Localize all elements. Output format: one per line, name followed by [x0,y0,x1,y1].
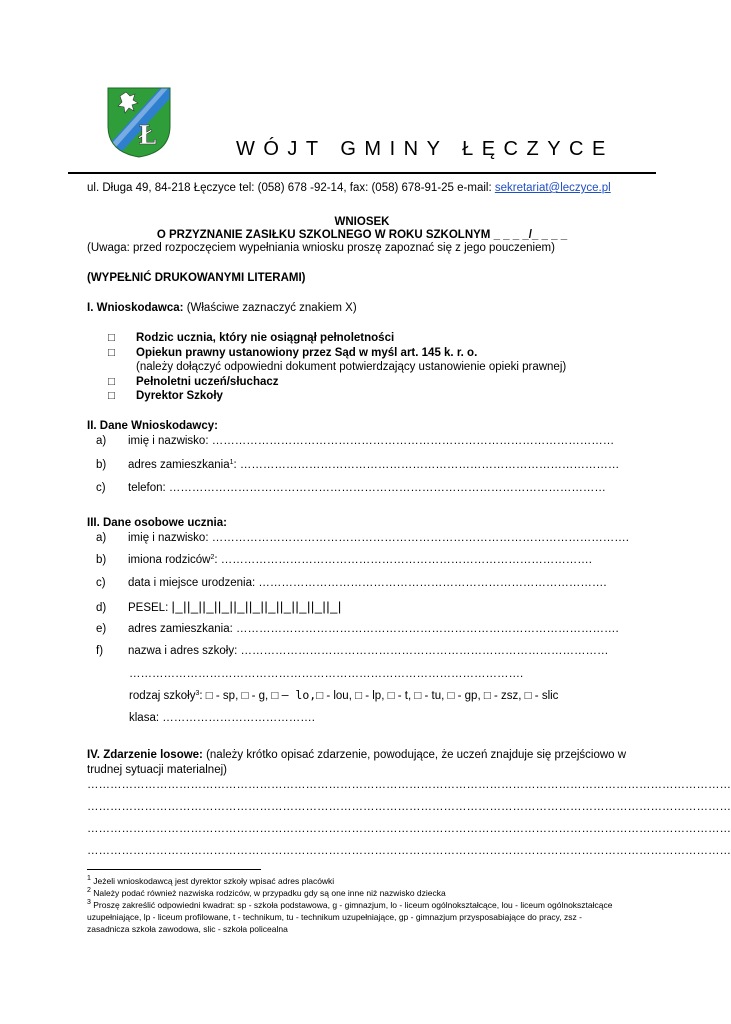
footnote-divider [87,869,261,870]
option-adult-student-checkbox[interactable]: □ [108,376,115,388]
parents-names-field[interactable] [96,554,592,566]
option-parent[interactable] [108,332,394,344]
birth-date-place-field[interactable] [96,577,607,589]
footnote-text: Należy podać również nazwiska rodziców, w przypadku gdy są one inne niż nazwisko dziecka [90,888,446,898]
footnote-2 [87,888,446,898]
school-type-row[interactable] [129,688,558,702]
school-type-option-lo[interactable]: – lo, [281,688,317,702]
option-parent-label: Rodzic ucznia, który nie osiągnął pełnoletności [136,332,395,344]
option-director[interactable] [108,390,223,402]
item-letter: b) [96,459,107,471]
option-guardian[interactable] [108,347,477,359]
parents-names-label: imiona rodziców [128,554,211,566]
caps-instruction: (WYPEŁNIĆ DRUKOWANYMI LITERAMI) [87,272,306,284]
pesel-boxes[interactable]: |_||_||_||_||_||_||_||_||_||_||_| [171,599,342,614]
applicant-address-label: adres zamieszkania [128,459,230,471]
school-type-label: rodzaj szkoły [129,690,196,702]
page-title: WÓJT GMINY ŁĘCZYCE [236,138,614,160]
footnote-number: 1 [87,875,91,882]
student-address-label: adres zamieszkania: ………………………………………………………………………………………. [128,623,619,635]
item-letter: b) [96,554,107,566]
municipality-crest-logo [104,86,174,158]
section-2-heading: II. Dane Wnioskodawcy: [87,420,218,432]
footnote-number: 2 [87,887,91,894]
item-letter: a) [96,435,107,447]
pesel-field[interactable] [96,599,342,614]
svg-text:Ł: Ł [138,121,157,151]
school-name-address-label: nazwa i adres szkoły: …………………………………………………………………………………… [128,645,609,657]
section-3-heading: III. Dane osobowe ucznia: [87,517,227,529]
event-description-line-1[interactable]: …………………………………………………………………………………………………………………………………………………… [87,779,731,791]
event-description-line-3[interactable]: …………………………………………………………………………………………………………………………………………………… [87,823,731,835]
applicant-address-field[interactable] [96,459,619,471]
footnote-ref: 3 [195,690,200,697]
event-description-line-2[interactable]: …………………………………………………………………………………………………………………………………………………… [87,801,731,813]
option-adult-student-label: Pełnoletni uczeń/słuchacz [136,376,279,388]
option-director-label: Dyrektor Szkoły [136,390,223,402]
form-title: WNIOSEK [334,216,390,228]
applicant-name-label: imię i nazwisko: …………………………………………………………………………………………… [128,435,615,447]
footnote-3-cont-2: zasadnicza szkoła zawodowa, slic - szkoła policealna [87,924,288,934]
event-description-line-4[interactable]: …………………………………………………………………………………………………………………………………………………… [87,845,731,857]
school-type-options-b[interactable]: □ - lou, □ - lp, □ - t, □ - tu, □ - gp, □ - zsz, □ - slic [316,690,559,702]
footnote-3 [87,900,612,910]
footnote-text: Jeżeli wnioskodawcą jest dyrektor szkoły wpisać adres placówki [90,876,335,886]
school-name-address-field[interactable] [96,645,609,657]
form-note: (Uwaga: przed rozpoczęciem wypełniania wniosku proszę zapoznać się z jego pouczeniem) [87,242,555,254]
contact-line [87,182,611,194]
applicant-phone-field[interactable] [96,482,606,494]
footnote-number: 3 [87,899,91,906]
school-name-address-continuation[interactable]: …………………………………………………………………………………………. [129,668,524,680]
option-director-checkbox[interactable]: □ [108,390,115,402]
class-field[interactable]: klasa: …………………………………. [129,712,315,724]
option-guardian-label: Opiekun prawny ustanowiony przez Sąd w myśl art. 145 k. r. o. [136,347,478,359]
item-letter: f) [96,645,104,657]
contact-address: ul. Długa 49, 84-218 Łęczyce tel: (058) 678 -92-14, fax: (058) 678-91-25 e-mail: [87,182,495,194]
option-guardian-note: (należy dołączyć odpowiedni dokument potwierdzający ustanowienie opieki prawnej) [136,361,567,373]
header-divider [68,172,656,174]
student-name-label: imię i nazwisko: ………………………………………………………………………………………………. [128,532,629,544]
footnote-text: Proszę zakreślić odpowiedni kwadrat: sp - szkoła podstawowa, g - gimnazjum, lo - liceum ogólnokształcące, lou - liceum ogólnokształcące [90,900,613,910]
section-4-intro [87,749,639,761]
item-letter: d) [96,602,107,614]
item-letter: c) [96,482,106,494]
student-name-field[interactable] [96,532,629,544]
item-letter: c) [96,577,106,589]
section-1-hint: (Właściwe zaznaczyć znakiem X) [183,302,357,314]
email-link[interactable]: sekretariat@leczyce.pl [494,182,611,194]
form-subtitle: O PRZYZNANIE ZASIŁKU SZKOLNEGO W ROKU SZKOLNYM _ _ _ _/_ _ _ _ [156,229,568,241]
section-4-text-a: (należy krótko opisać zdarzenie, powodujące, że uczeń znajduje się przejściowo w [202,749,627,761]
student-address-field[interactable] [96,623,619,635]
section-1-header [87,302,357,314]
school-type-options-a[interactable]: : □ - sp, □ - g, □ [199,690,282,702]
section-4-heading: IV. Zdarzenie losowe: [87,749,203,761]
item-letter: a) [96,532,107,544]
section-4-text-b: trudnej sytuacji materialnej) [87,764,227,776]
footnote-3-cont-1: uzupełniające, lp - liceum profilowane, t - technikum, tu - technikum uzupełniające, gp - gimnazjum przysposabiające do pracy, zsz - [87,912,582,922]
applicant-phone-label: telefon: …………………………………………………………………………………………………… [128,482,606,494]
parents-names-dots: : ……………………………………………………………………………………. [214,554,592,566]
footnote-ref: 2 [210,554,215,561]
option-adult-student[interactable] [108,376,279,388]
pesel-label: PESEL: [128,602,172,614]
footnote-1 [87,876,334,886]
option-parent-checkbox[interactable]: □ [108,332,115,344]
applicant-name-field[interactable] [96,435,614,447]
section-1-heading: I. Wnioskodawca: [87,302,184,314]
applicant-address-dots: : ……………………………………………………………………………………… [233,459,620,471]
item-letter: e) [96,623,107,635]
birth-date-place-label: data i miejsce urodzenia: ………………………………………………………………………………. [128,577,607,589]
option-guardian-checkbox[interactable]: □ [108,347,115,359]
footnote-ref: 1 [229,459,234,466]
